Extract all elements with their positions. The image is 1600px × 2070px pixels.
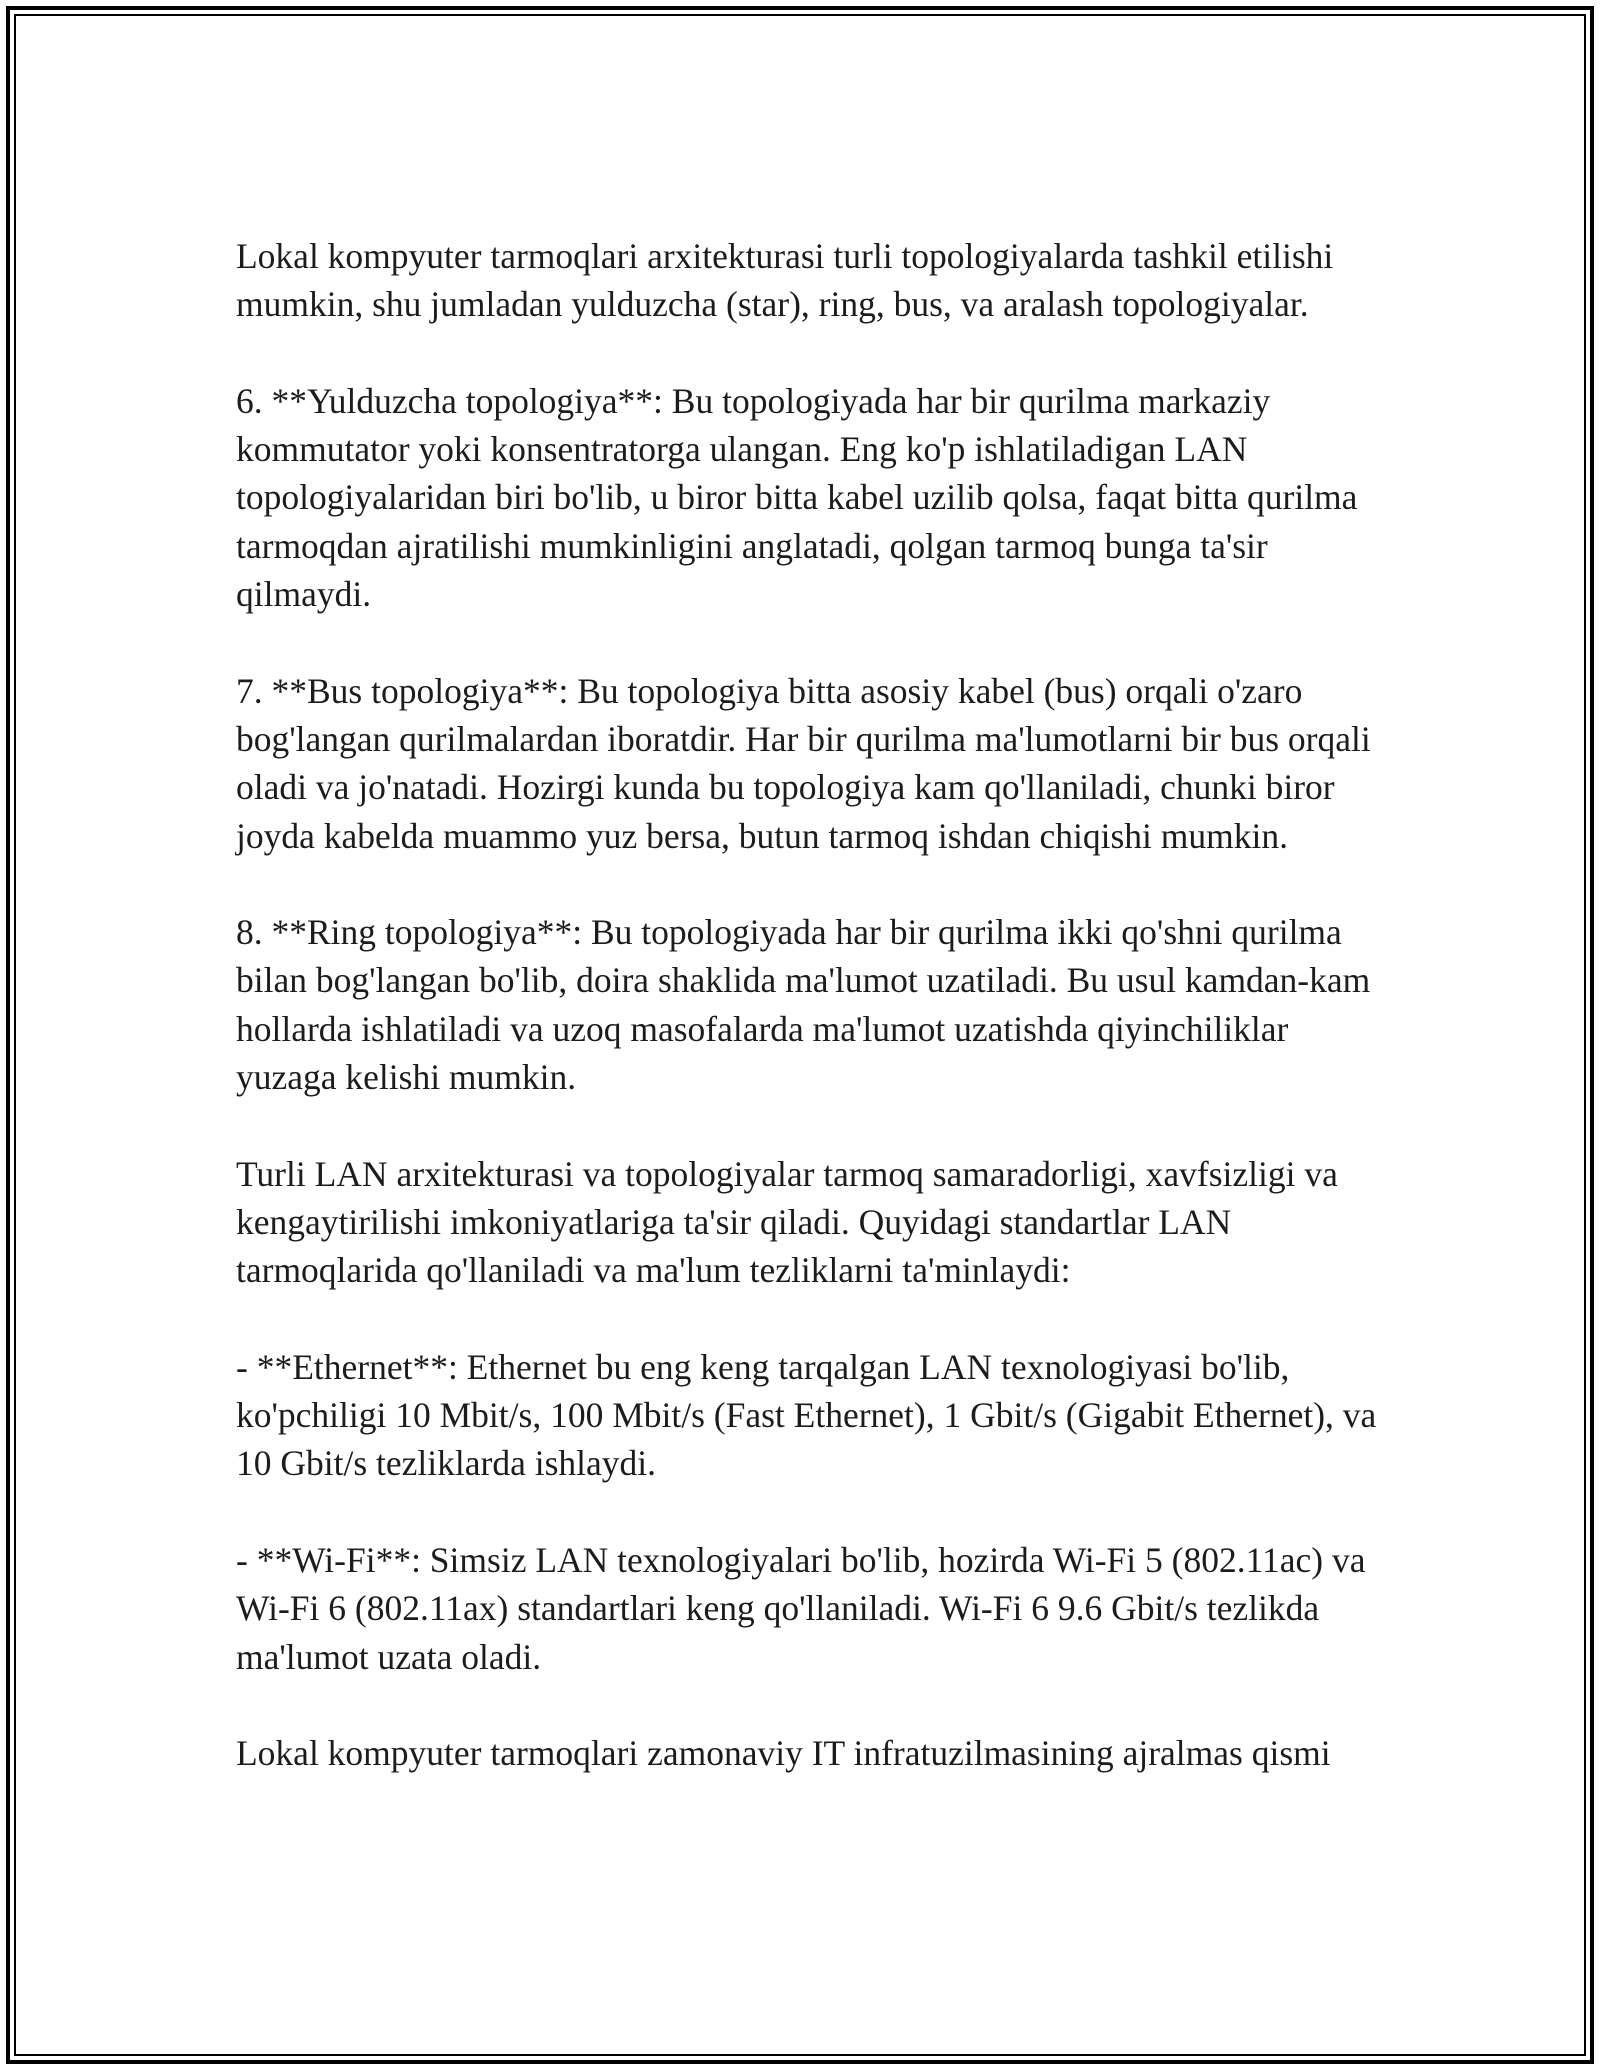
paragraph-conclusion: Lokal kompyuter tarmoqlari zamonaviy IT infratuzilmasining ajralmas qismi [236,1733,1331,1774]
paragraph-ethernet: - **Ethernet**: Ethernet bu eng keng tarqalgan LAN texnologiyasi bo'lib, ko'pchiligi 10 Mbit/s, 100 Mbit/s (Fast Ethernet), 1 Gbit/s (Gigabit Ethernet), va 10 Gbit/s tezliklarda ishlaydi. [236,1346,1377,1484]
paragraph-star-topology: 6. **Yulduzcha topologiya**: Bu topologiyada har bir qurilma markaziy kommutator yoki konsentratorga ulangan. Eng ko'p ishlatiladigan LAN topologiyalaridan biri bo'lib, u biror bitta kabel uzilib qolsa, faqat bitta qurilma tarmoqdan ajratilishi mumkinligini anglatadi, qolgan tarmoq bunga ta'sir qilmaydi. [236,380,1358,615]
paragraph-wifi: - **Wi-Fi**: Simsiz LAN texnologiyalari bo'lib, hozirda Wi-Fi 5 (802.11ac) va Wi-Fi 6 (802.11ax) standartlari keng qo'llaniladi. Wi-Fi 6 9.6 Gbit/s tezlikda ma'lumot uzata oladi. [236,1540,1366,1677]
paragraph-ring-topology: 8. **Ring topologiya**: Bu topologiyada har bir qurilma ikki qo'shni qurilma bilan bog'langan bo'lib, doira shaklida ma'lumot uzatiladi. Bu usul kamdan-kam hollarda ishlatiladi va uzoq masofalarda ma'lumot uzatishda qiyinchiliklar yuzaga kelishi mumkin. [236,912,1371,1098]
paragraph-bus-topology: 7. **Bus topologiya**: Bu topologiya bitta asosiy kabel (bus) orqali o'zaro bog'langan qurilmalardan iboratdir. Har bir qurilma ma'lumotlarni bir bus orqali oladi va jo'natadi. Hozirgi kunda bu topologiya kam qo'llaniladi, chunki biror joyda kabelda muammo yuz bersa, butun tarmoq ishdan chiqishi mumkin. [236,670,1371,856]
paragraph-standards-intro: Turli LAN arxitekturasi va topologiyalar tarmoq samaradorligi, xavfsizligi va kengaytirilishi imkoniyatlariga ta'sir qiladi. Quyidagi standartlar LAN tarmoqlarida qo'llaniladi va ma'lum tezliklarni ta'minlaydi: [236,1153,1338,1291]
paragraph-intro: Lokal kompyuter tarmoqlari arxitekturasi turli topologiyalarda tashkil etilishi mumkin, shu jumladan yulduzcha (star), ring, bus, va aralash topologiyalar. [236,236,1334,325]
document-body [236,232,1386,1778]
